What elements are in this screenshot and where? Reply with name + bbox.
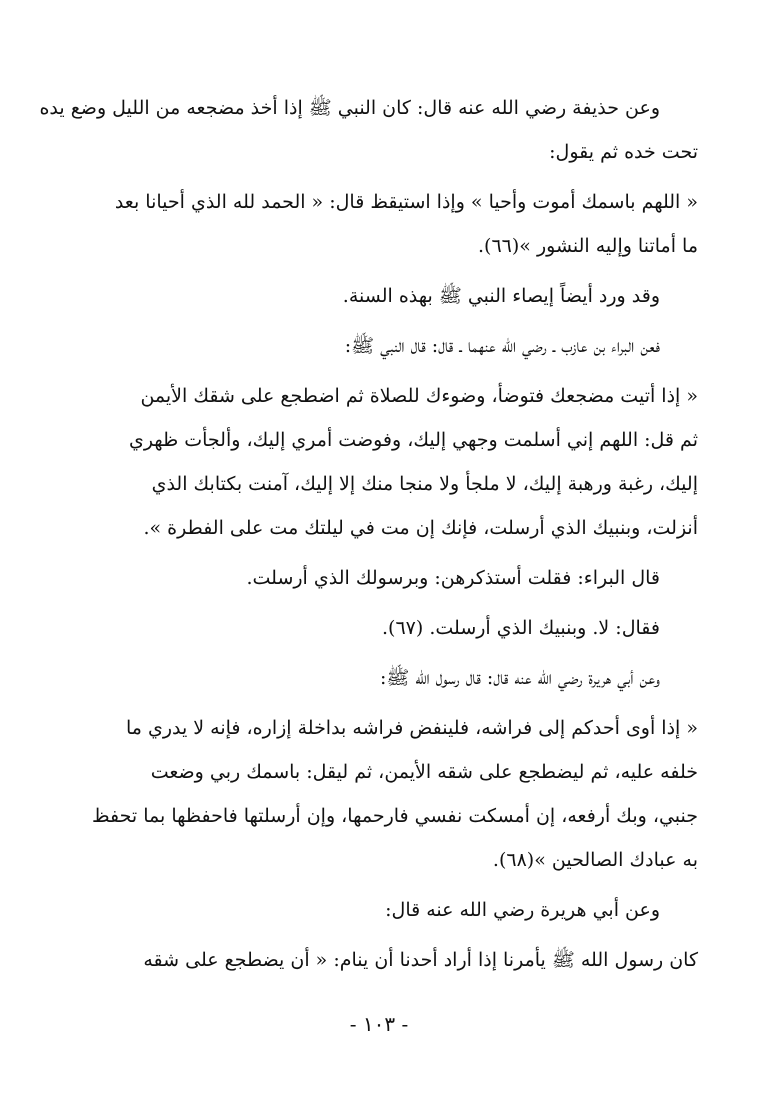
paragraph-3 <box>58 274 698 318</box>
text-line: وعن أبي هريرة رضي الله عنه قال: قال رسول الله ﷺ: <box>380 667 660 689</box>
text-line: به عبادك الصالحين »(٦٨). <box>492 849 698 871</box>
paragraph-1 <box>39 86 698 174</box>
text-line: ما أماتنا وإليه النشور »(٦٦). <box>478 235 698 257</box>
paragraph-5 <box>58 374 698 550</box>
text-line: ثم قل: اللهم إني أسلمت وجهي إليك، وفوضت أمري إليك، وألجأت ظهري <box>128 429 698 451</box>
paragraph-8 <box>58 656 698 700</box>
text-line: كان رسول الله ﷺ يأمرنا إذا أراد أحدنا أن ينام: « أن يضطجع على شقه <box>143 949 698 971</box>
paragraph-4 <box>58 324 698 368</box>
text-line: خلفه عليه، ثم ليضطجع على شقه الأيمن، ثم ليقل: باسمك ربي وضعت <box>150 761 698 783</box>
page-body <box>39 86 698 982</box>
paragraph-11 <box>58 938 698 982</box>
text-line: إليك، رغبة ورهبة إليك، لا ملجأ ولا منجا منك إلا إليك، آمنت بكتابك الذي <box>151 473 698 495</box>
text-line: « اللهم باسمك أموت وأحيا » وإذا استيقظ قال: « الحمد لله الذي أحيانا بعد <box>114 191 698 213</box>
text-line: فقال: لا. وبنبيك الذي أرسلت. (٦٧). <box>382 617 660 639</box>
text-line: وعن حذيفة رضي الله عنه قال: كان النبي ﷺ إذا أخذ مضجعه من الليل وضع يده <box>39 97 660 119</box>
text-line: قال البراء: فقلت أستذكرهن: وبرسولك الذي أرسلت. <box>246 567 660 589</box>
text-line: وعن أبي هريرة رضي الله عنه قال: <box>385 899 660 921</box>
text-line: « إذا أوى أحدكم إلى فراشه، فلينفض فراشه بداخلة إزاره، فإنه لا يدري ما <box>125 717 698 739</box>
text-line: أنزلت، وبنبيك الذي أرسلت، فإنك إن مت في ليلتك مت على الفطرة ». <box>143 517 698 539</box>
text-line: « إذا أتيت مضجعك فتوضأ، وضوءك للصلاة ثم اضطجع على شقك الأيمن <box>140 385 698 407</box>
paragraph-10 <box>58 888 698 932</box>
paragraph-6 <box>58 556 698 600</box>
text-line: تحت خده ثم يقول: <box>549 141 698 163</box>
text-line: جنبي، وبك أرفعه، إن أمسكت نفسي فارحمها، وإن أرسلتها فاحفظها بما تحفظ <box>91 805 698 827</box>
paragraph-2 <box>58 180 698 268</box>
text-line: فعن البراء بن عازب ـ رضي الله عنهما ـ قال: قال النبي ﷺ: <box>344 335 660 357</box>
paragraph-9 <box>58 706 698 882</box>
text-line: وقد ورد أيضاً إيصاء النبي ﷺ بهذه السنة. <box>342 285 660 307</box>
page-number: - ١٠٣ - <box>349 1012 409 1036</box>
paragraph-7 <box>58 606 698 650</box>
